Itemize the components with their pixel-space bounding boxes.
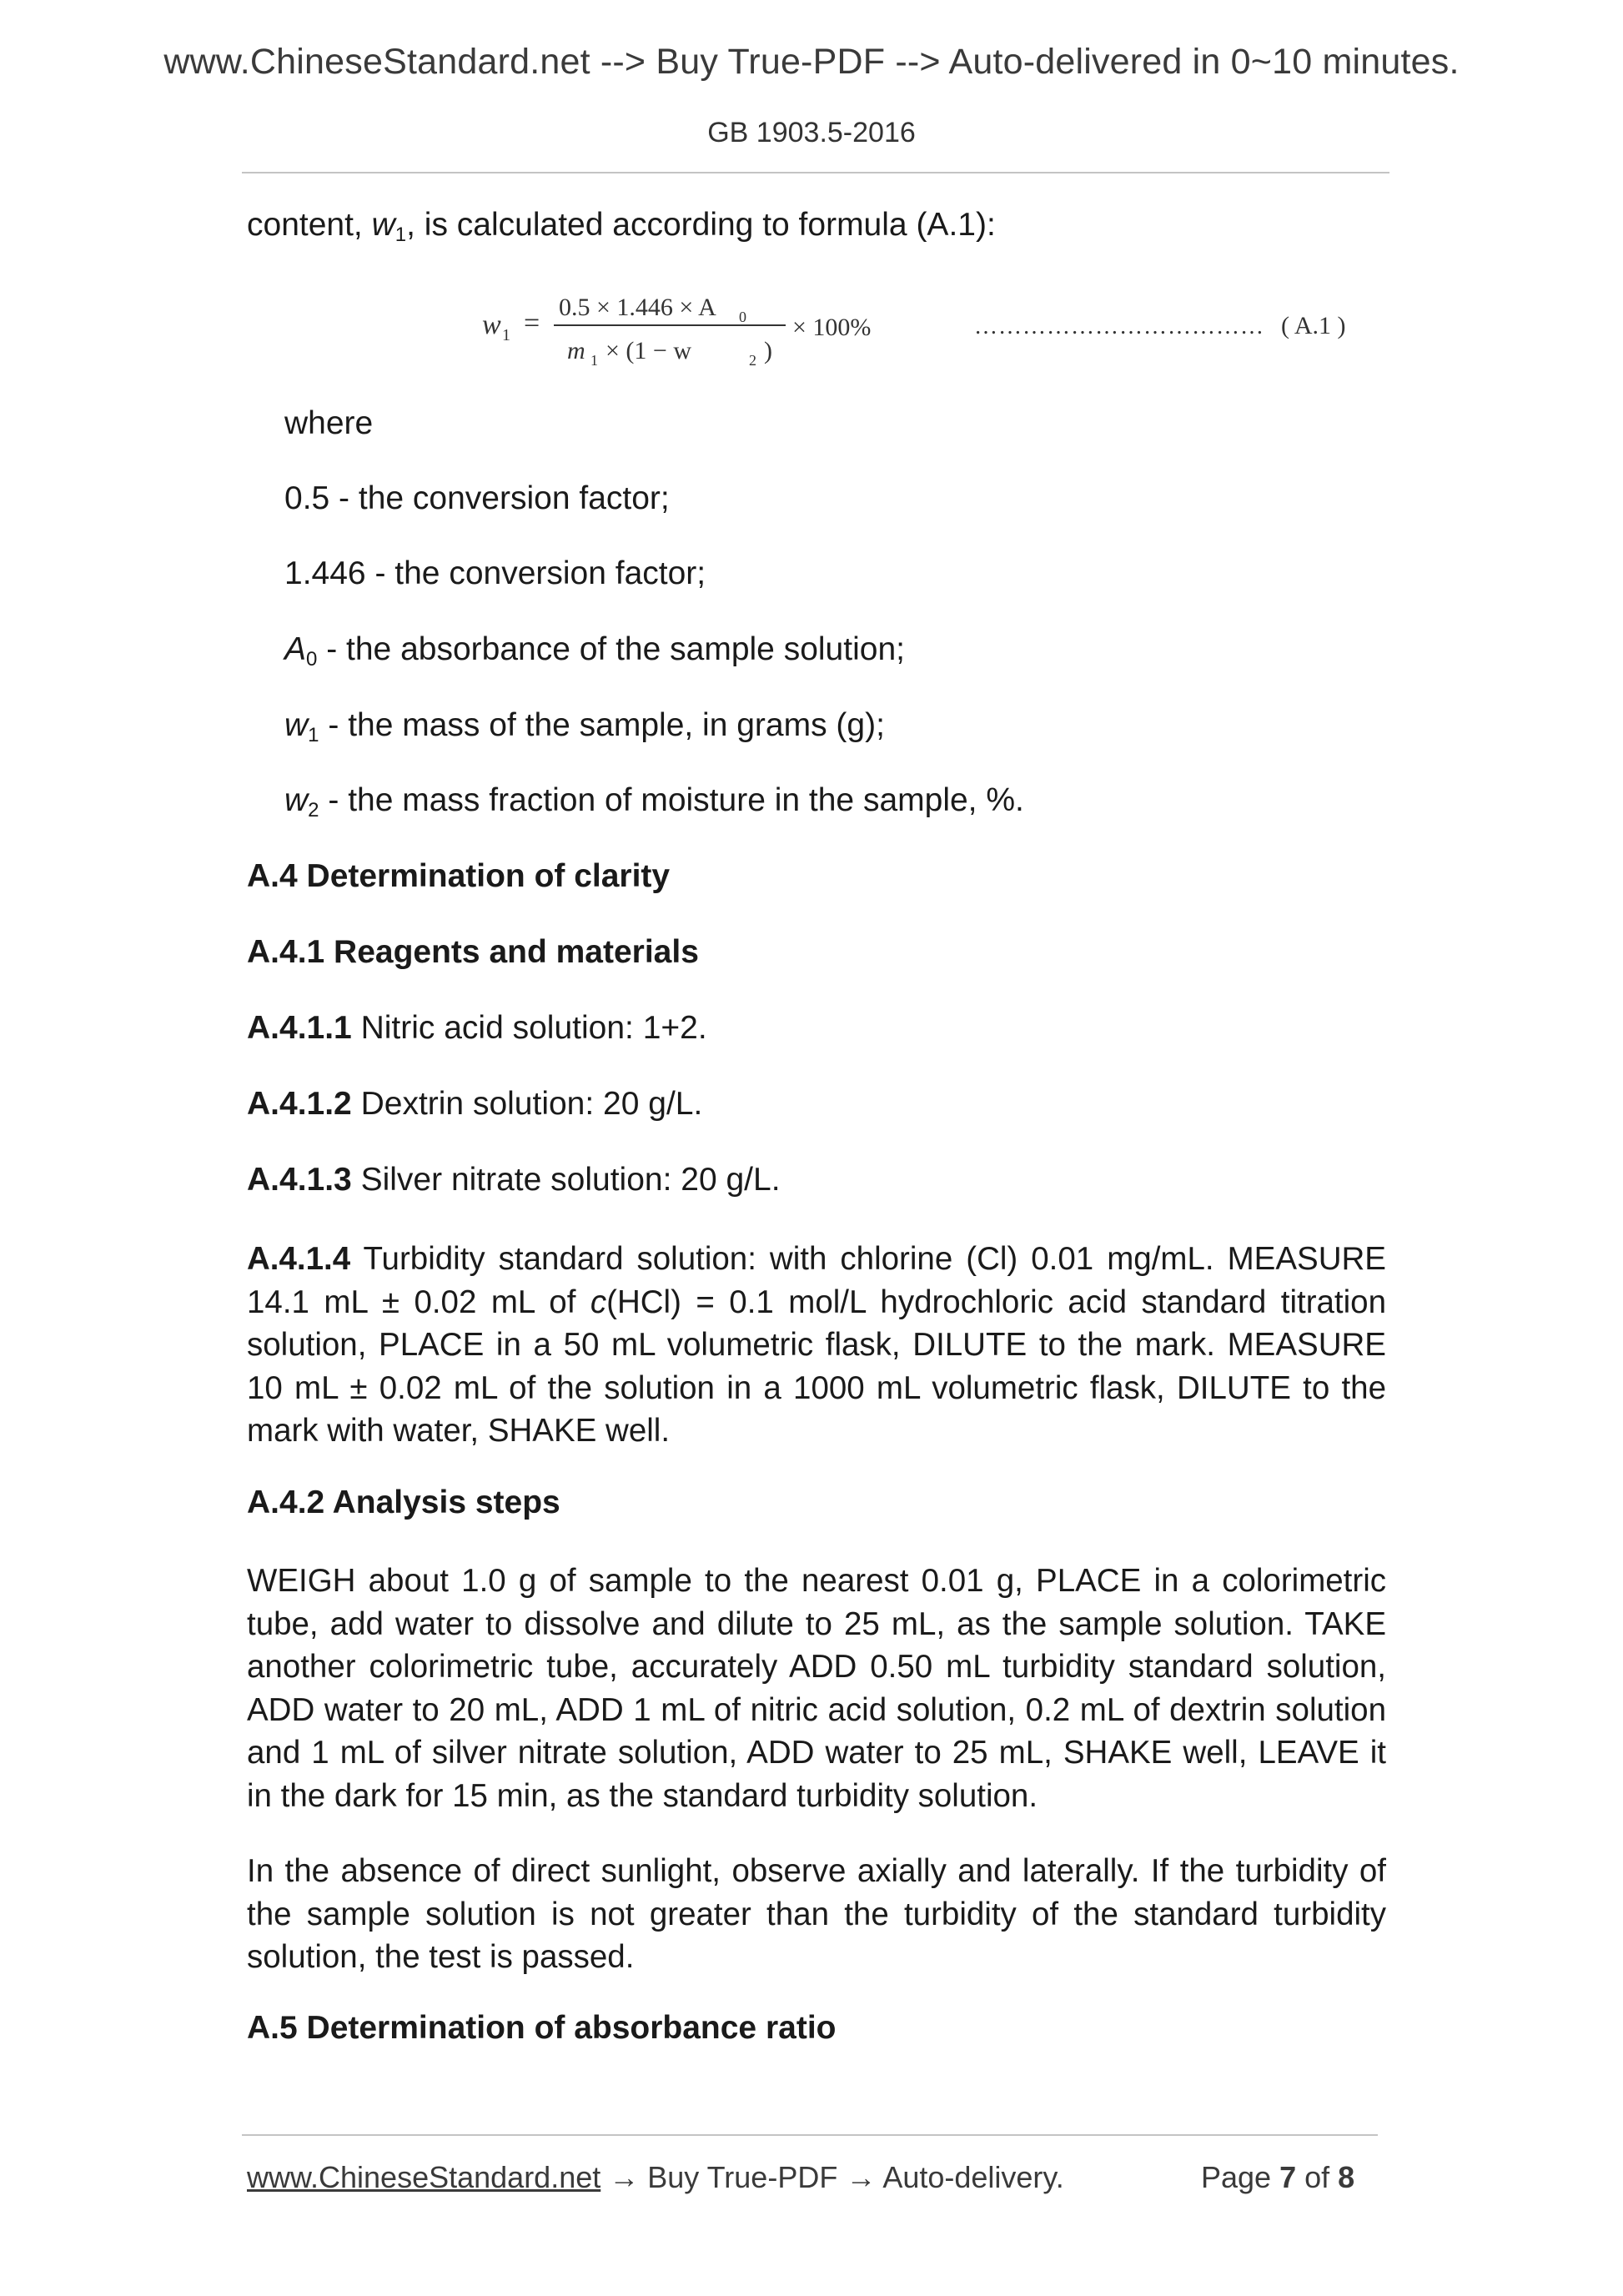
item-a414 bbox=[247, 1238, 1386, 1453]
item-a412 bbox=[247, 1086, 702, 1123]
formula-den-close: ) bbox=[764, 337, 772, 364]
where-symbol: 0.5 bbox=[284, 480, 330, 516]
standard-number: GB 1903.5-2016 bbox=[707, 117, 916, 148]
where-sub: 0 bbox=[306, 648, 318, 671]
where-item bbox=[284, 782, 1024, 822]
header-divider bbox=[242, 172, 1389, 173]
where-item bbox=[284, 555, 706, 592]
intro-var: w bbox=[371, 207, 395, 243]
where-text: - the conversion factor; bbox=[329, 480, 670, 516]
heading-a4: A.4 Determination of clarity bbox=[247, 858, 671, 894]
where-sub: 2 bbox=[308, 799, 319, 821]
paragraph-observation: In the absence of direct sunlight, observe axially and laterally. If the turbidity of the sample solution is not greater than the turbidity of the standard turbidity solution, the test is passed. bbox=[247, 1853, 1386, 1975]
page-indicator bbox=[1201, 2160, 1354, 2195]
page-total: 8 bbox=[1338, 2160, 1355, 2194]
footer-link[interactable]: www.ChineseStandard.net bbox=[247, 2160, 601, 2194]
formula-lhs-sub: 1 bbox=[502, 326, 510, 344]
item-number: A.4.1.2 bbox=[247, 1086, 352, 1122]
heading-a41: A.4.1 Reagents and materials bbox=[247, 934, 699, 970]
where-label: where bbox=[284, 405, 374, 441]
item-a413 bbox=[247, 1162, 781, 1198]
where-text: - the conversion factor; bbox=[365, 555, 706, 591]
formula-den-b: × (1 − w bbox=[605, 337, 691, 364]
where-text: - the mass of the sample, in grams (g); bbox=[319, 707, 885, 743]
formula-numerator-sub: 0 bbox=[739, 309, 746, 325]
intro-after: , is calculated according to formula (A.1): bbox=[406, 207, 996, 243]
item-text: Dextrin solution: 20 g/L. bbox=[351, 1086, 703, 1122]
formula-label: ( A.1 ) bbox=[1281, 312, 1346, 339]
heading-a42: A.4.2 Analysis steps bbox=[247, 1485, 560, 1520]
footer-rest: → Buy True-PDF → Auto-delivery. bbox=[600, 2160, 1064, 2194]
formula-a1 bbox=[475, 282, 1393, 382]
formula-dots: ……………………………… bbox=[974, 314, 1264, 339]
formula-numerator: 0.5 × 1.446 × A bbox=[559, 294, 716, 321]
where-item bbox=[284, 631, 905, 671]
formula-den-b-sub: 2 bbox=[749, 352, 756, 369]
where-symbol: A bbox=[284, 631, 307, 667]
item-var: c bbox=[590, 1284, 607, 1320]
formula-lhs-var: w bbox=[482, 309, 501, 340]
where-item bbox=[284, 480, 670, 517]
formula-den-a-sub: 1 bbox=[590, 352, 598, 369]
of-word: of bbox=[1296, 2160, 1339, 2194]
where-symbol: w bbox=[284, 707, 309, 743]
where-symbol: 1.446 bbox=[284, 555, 366, 591]
svg-text:=: = bbox=[524, 308, 540, 339]
page-word: Page bbox=[1201, 2160, 1280, 2194]
item-text: Nitric acid solution: 1+2. bbox=[351, 1010, 707, 1046]
item-number: A.4.1.1 bbox=[247, 1010, 352, 1046]
item-number: A.4.1.3 bbox=[247, 1162, 352, 1198]
footer-left bbox=[247, 2160, 1064, 2195]
footer-divider bbox=[242, 2134, 1378, 2136]
intro-line bbox=[247, 207, 996, 247]
where-sub: 1 bbox=[308, 724, 319, 746]
paragraph-analysis-steps: WEIGH about 1.0 g of sample to the nearest 0.01 g, PLACE in a colorimetric tube, add water to dissolve and dilute to 25 mL, as the sample solution. TAKE another colorimetric tube, accurately ADD 0.50 mL turbidity standard solution, ADD water to 20 mL, ADD 1 mL of nitric acid solution, 0.2 mL of dextrin solution and 1 mL of silver nitrate solution, ADD water to 25 mL, SHAKE well, LEAVE it in the dark for 15 min, as the standard turbidity solution. bbox=[247, 1563, 1386, 1814]
where-symbol: w bbox=[284, 782, 309, 818]
formula-multiplier: × 100% bbox=[792, 314, 872, 341]
page-number: 7 bbox=[1279, 2160, 1297, 2194]
top-banner: www.ChineseStandard.net --> Buy True-PDF --> Auto-delivered in 0~10 minutes. bbox=[163, 42, 1460, 82]
intro-sub: 1 bbox=[394, 224, 407, 246]
formula-den-a: m bbox=[567, 337, 585, 364]
where-item bbox=[284, 707, 885, 747]
item-a411 bbox=[247, 1010, 707, 1047]
intro-before: content, bbox=[247, 207, 372, 243]
where-text: - the absorbance of the sample solution; bbox=[317, 631, 905, 667]
where-text: - the mass fraction of moisture in the sample, %. bbox=[319, 782, 1024, 818]
item-number: A.4.1.4 bbox=[247, 1241, 351, 1277]
heading-a5: A.5 Determination of absorbance ratio bbox=[247, 2010, 837, 2046]
item-text: Turbidity standard solution: with chlorine (Cl) 0.01 mg/mL. MEASURE 14.1 mL ± 0.02 mL of bbox=[247, 1241, 1386, 1320]
item-text: Silver nitrate solution: 20 g/L. bbox=[351, 1162, 781, 1198]
item-text: (HCl) = 0.1 mol/L hydrochloric acid standard titration solution, PLACE in a 50 mL volumetric flask, DILUTE to the mark. MEASURE 10 mL ± 0.02 mL of the solution in a 1000 mL volumetric flask, DILUTE to the mark with water, SHAKE well. bbox=[247, 1284, 1387, 1449]
